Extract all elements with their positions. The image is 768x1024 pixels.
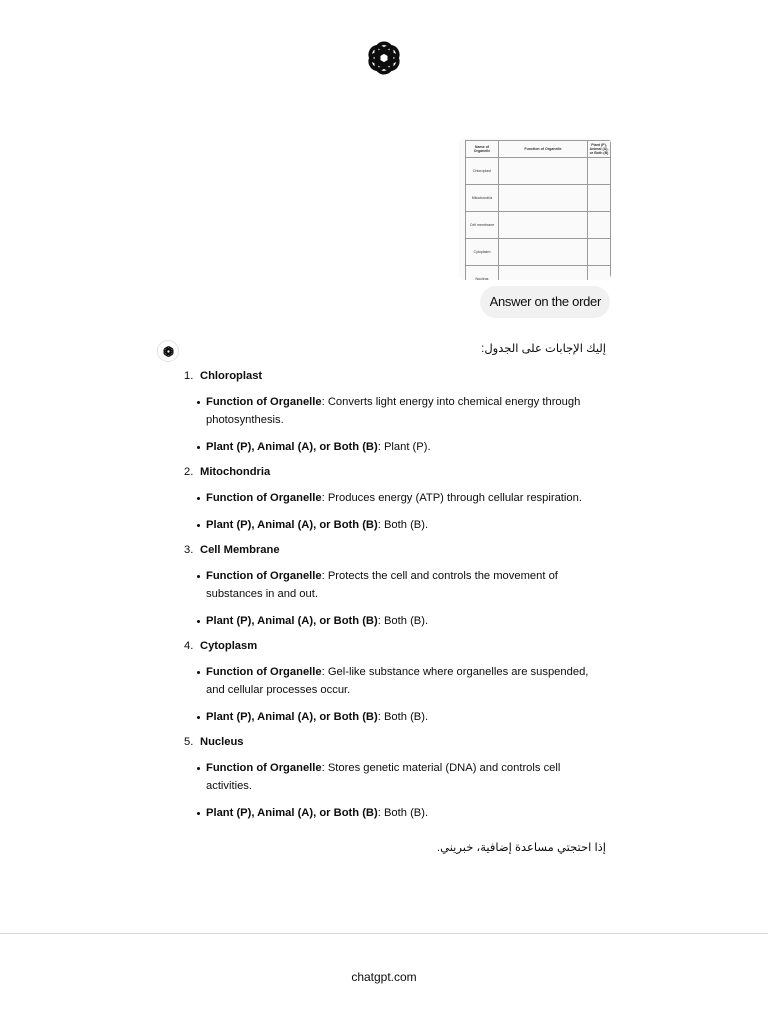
attachment-cell: Mitochondria [466, 185, 499, 212]
type-bullet [186, 438, 606, 456]
item-heading [186, 463, 606, 481]
type-text: : Both (B). [377, 519, 429, 531]
function-text: : Gel-like substance where organelles are suspended, and cellular processes occur. [206, 666, 589, 696]
item-number: 5. [184, 736, 194, 748]
function-label: Function of Organelle [206, 396, 322, 408]
footer-divider [0, 933, 768, 934]
list-item [186, 541, 606, 630]
user-message-bubble: Answer on the order [480, 286, 610, 318]
function-bullet [186, 663, 606, 699]
function-bullet [186, 759, 606, 795]
assistant-avatar [157, 340, 179, 362]
type-label: Plant (P), Animal (A), or Both (B) [206, 519, 378, 531]
attachment-cell: Chloroplast [466, 158, 499, 185]
footer-site-link[interactable]: chatgpt.com [351, 970, 417, 984]
openai-logo-icon [162, 345, 175, 358]
type-label: Plant (P), Animal (A), or Both (B) [206, 615, 378, 627]
type-label: Plant (P), Animal (A), or Both (B) [206, 441, 378, 453]
type-text: : Plant (P). [377, 441, 431, 453]
function-label: Function of Organelle [206, 492, 322, 504]
organelle-name: Cytoplasm [200, 640, 258, 652]
function-label: Function of Organelle [206, 762, 322, 774]
item-heading [186, 541, 606, 559]
assistant-intro: إليك الإجابات على الجدول: [481, 343, 606, 355]
list-item [186, 637, 606, 726]
item-number: 4. [184, 640, 194, 652]
function-label: Function of Organelle [206, 666, 322, 678]
attachment-header: Plant (P), Animal (A), or Both (B) [588, 141, 611, 158]
assistant-outro: إذا احتجتي مساعدة إضافية، خبريني. [436, 842, 606, 854]
item-number: 2. [184, 466, 194, 478]
type-bullet [186, 708, 606, 726]
item-heading [186, 733, 606, 751]
openai-logo-icon [364, 36, 404, 80]
type-text: : Both (B). [377, 711, 429, 723]
organelle-name: Nucleus [200, 736, 244, 748]
function-bullet [186, 489, 606, 507]
item-heading [186, 637, 606, 655]
type-text: : Both (B). [377, 807, 429, 819]
attachment-cell: Nucleus [466, 266, 499, 281]
organelle-name: Cell Membrane [200, 544, 280, 556]
function-text: : Protects the cell and controls the movement of substances in and out. [206, 570, 558, 600]
item-number: 3. [184, 544, 194, 556]
type-bullet [186, 804, 606, 822]
list-item [186, 463, 606, 534]
attachment-header: Name of Organelle [466, 141, 499, 158]
function-bullet [186, 567, 606, 603]
attachment-cell: Cytoplasm [466, 239, 499, 266]
type-bullet [186, 516, 606, 534]
function-bullet [186, 393, 606, 429]
list-item [186, 733, 606, 822]
type-text: : Both (B). [377, 615, 429, 627]
attachment-cell: Cell membrane [466, 212, 499, 239]
type-bullet [186, 612, 606, 630]
type-label: Plant (P), Animal (A), or Both (B) [206, 807, 378, 819]
item-number: 1. [184, 370, 194, 382]
organelle-name: Mitochondria [200, 466, 271, 478]
attachment-header: Function of Organelle [499, 141, 588, 158]
function-text: : Stores genetic material (DNA) and controls cell activities. [206, 762, 561, 792]
function-text: : Converts light energy into chemical energy through photosynthesis. [206, 396, 581, 426]
assistant-message [186, 340, 606, 857]
item-heading [186, 367, 606, 385]
type-label: Plant (P), Animal (A), or Both (B) [206, 711, 378, 723]
function-label: Function of Organelle [206, 570, 322, 582]
organelle-name: Chloroplast [200, 370, 263, 382]
attachment-table [465, 140, 611, 280]
list-item [186, 367, 606, 456]
uploaded-image-attachment[interactable] [459, 138, 611, 280]
function-text: : Produces energy (ATP) through cellular respiration. [321, 492, 582, 504]
